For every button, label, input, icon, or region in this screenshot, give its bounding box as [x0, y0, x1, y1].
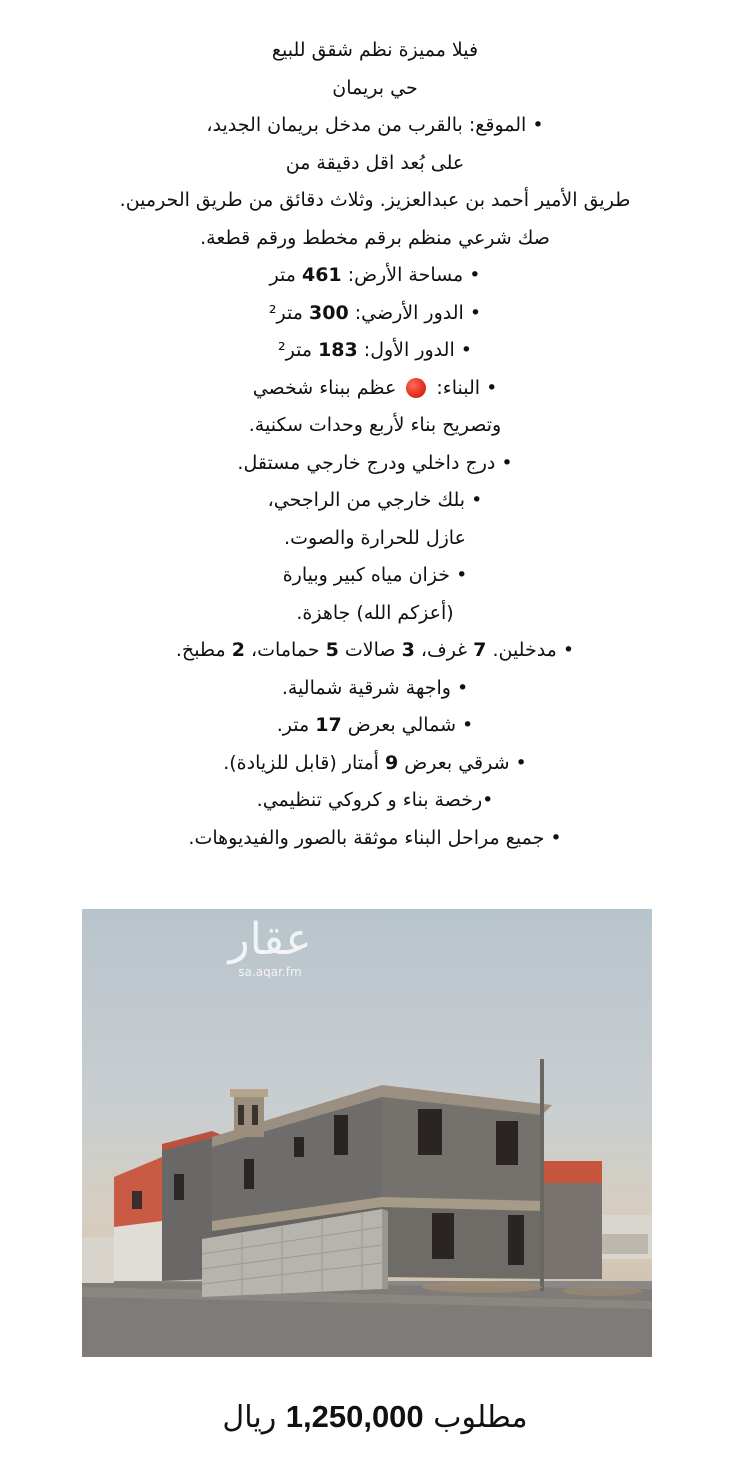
- east-street-value: 9: [384, 751, 399, 774]
- distant-building: [82, 1237, 114, 1283]
- listing-description: [0, 32, 750, 857]
- red-circle-icon: [406, 378, 426, 398]
- aqar-watermark: [205, 915, 335, 979]
- aqar-logo: عقار: [228, 914, 312, 965]
- east-street-prefix: • شرقي بعرض: [404, 751, 527, 774]
- ground-floor: [0, 295, 750, 333]
- ground-floor-unit: متر²: [268, 301, 303, 324]
- land-area-unit: متر: [269, 264, 296, 286]
- window: [432, 1213, 454, 1259]
- halls-label: صالات: [344, 639, 396, 661]
- rooms-prefix: • مدخلين.: [492, 639, 575, 661]
- kitchens-label: مطبخ.: [175, 639, 226, 661]
- tank-line-2: (أعزكم الله) جاهزة.: [296, 601, 454, 624]
- rooms-count: 7: [473, 639, 487, 661]
- price-currency: ريال: [222, 1400, 277, 1435]
- aqar-url: sa.aqar.fm: [238, 965, 302, 979]
- baths-count: 5: [325, 639, 339, 661]
- permit: •رخصة بناء و كروكي تنظيمي.: [256, 789, 494, 811]
- window: [244, 1159, 254, 1189]
- east-street-suffix: أمتار (قابل للزيادة).: [223, 751, 379, 774]
- first-floor-label: • الدور الأول:: [363, 339, 472, 361]
- window: [418, 1109, 442, 1155]
- stairs: • درج داخلي ودرج خارجي مستقل.: [237, 451, 513, 474]
- window: [496, 1121, 518, 1165]
- location-line-3: طريق الأمير أحمد بن عبدالعزيز. وثلاث دقائق من طريق الحرمين.: [119, 189, 631, 211]
- documentation: • جميع مراحل البناء موثقة بالصور والفيديوهات.: [188, 826, 562, 849]
- location-line-2: على بُعد اقل دقيقة من: [285, 151, 465, 174]
- blocks-line-1: • بلك خارجي من الراجحي،: [267, 489, 483, 511]
- construction-label: • البناء:: [436, 376, 498, 399]
- villa-illustration: [82, 909, 652, 1357]
- lamp-post: [540, 1059, 544, 1291]
- construction: [0, 370, 750, 408]
- ground-floor-value: 300: [309, 301, 349, 324]
- price-label: مطلوب: [433, 1400, 528, 1435]
- blocks-line-2: عازل للحرارة والصوت.: [284, 526, 466, 549]
- district: حي بريمان: [332, 76, 418, 99]
- land-area: [0, 257, 750, 295]
- location-line-1: • الموقع: بالقرب من مدخل بريمان الجديد،: [206, 114, 544, 136]
- halls-count: 3: [401, 639, 415, 661]
- ground-floor-label: • الدور الأرضي:: [354, 301, 482, 324]
- doorway: [508, 1215, 524, 1265]
- listing-title: فيلا مميزة نظم شقق للبيع: [271, 39, 479, 61]
- price-line: [0, 1392, 750, 1443]
- window: [334, 1115, 348, 1155]
- rooms: [0, 632, 750, 670]
- rubble: [422, 1281, 542, 1293]
- rooms-label: غرف،: [420, 639, 468, 661]
- north-street: [0, 707, 750, 745]
- land-area-value: 461: [301, 264, 342, 286]
- price-amount: 1,250,000: [285, 1399, 424, 1434]
- north-street-value: 17: [315, 714, 342, 736]
- window: [294, 1137, 304, 1157]
- first-floor-unit: متر²: [278, 339, 313, 361]
- deed-info: صك شرعي منظم برقم مخطط ورقم قطعة.: [200, 226, 550, 249]
- tank-line-1: • خزان مياه كبير وبيارة: [282, 564, 468, 586]
- villa-photo: [82, 909, 652, 1357]
- facade: • واجهة شرقية شمالية.: [281, 676, 469, 699]
- north-street-suffix: متر.: [276, 714, 310, 736]
- construction-text: عظم ببناء شخصي: [252, 376, 397, 399]
- construction-permit: وتصريح بناء لأربع وحدات سكنية.: [248, 414, 502, 436]
- first-floor-value: 183: [318, 339, 358, 361]
- kitchens-count: 2: [231, 639, 245, 661]
- land-area-label: • مساحة الأرض:: [347, 264, 481, 286]
- baths-label: حمامات،: [251, 639, 320, 661]
- north-street-prefix: • شمالي بعرض: [347, 714, 474, 736]
- east-street: [0, 745, 750, 783]
- first-floor: [0, 332, 750, 370]
